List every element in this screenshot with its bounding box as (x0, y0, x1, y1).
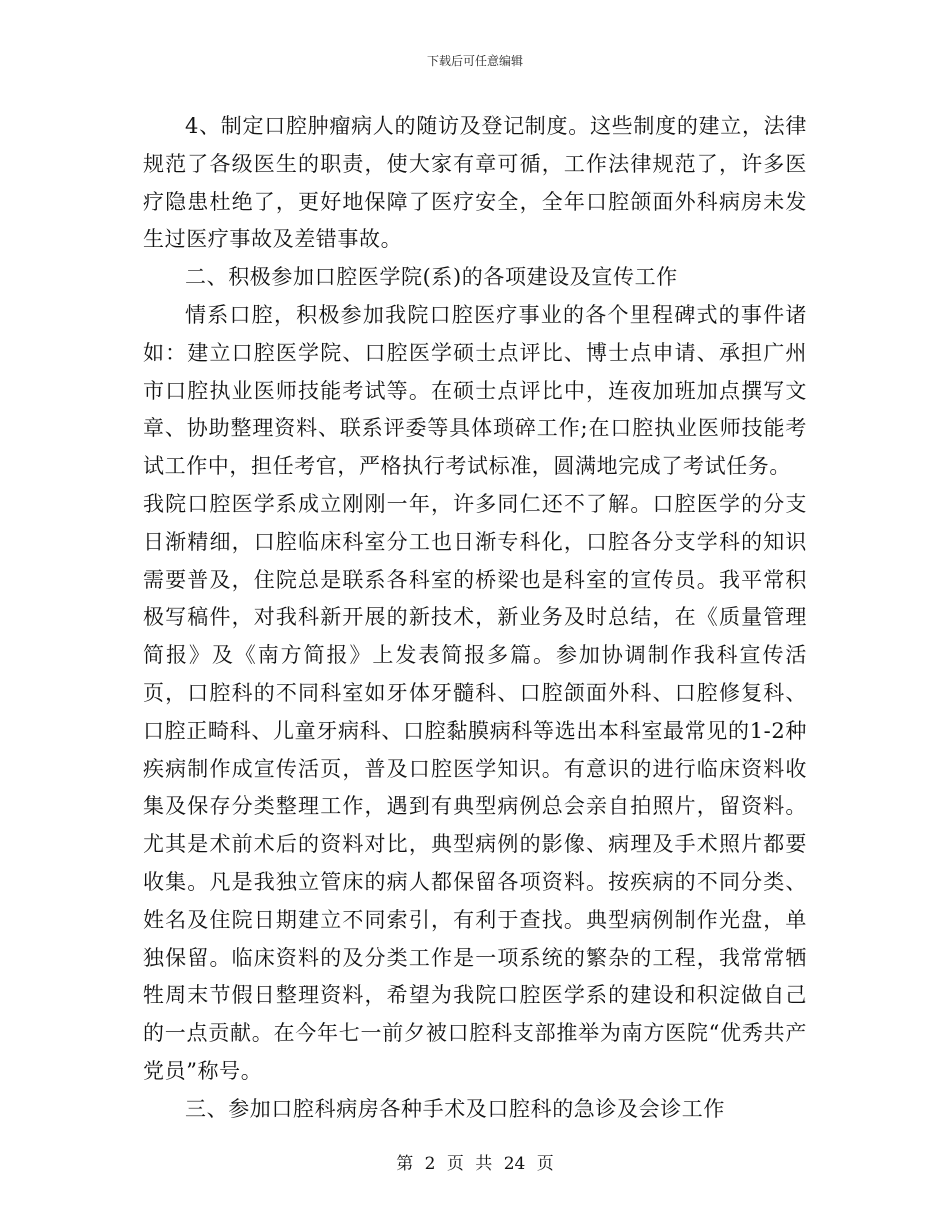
paragraph-item-4: 4、制定口腔肿瘤病人的随访及登记制度。这些制度的建立，法律规范了各级医生的职责，使大家有章可循，工作法律规范了，许多医疗隐患杜绝了，更好地保障了医疗安全，全年口腔颌面外科病房未发生过医疗事故及差错事故。 (143, 114, 807, 252)
document-body (143, 108, 807, 1129)
section-heading-2: 二、积极参加口腔医学院(系)的各项建设及宣传工作 (185, 265, 678, 290)
paragraph-dental-college: 情系口腔，积极参加我院口腔医疗事业的各个里程碑式的事件诸如：建立口腔医学院、口腔医学硕士点评比、博士点申请、承担广州市口腔执业医师技能考试等。在硕士点评比中，连夜加班加点撰写文章、协助整理资料、联系评委等具体琐碎工作;在口腔执业医师技能考试工作中，担任考官，严格执行考试标准，圆满地完成了考试任务。 (143, 302, 807, 479)
page-header: 下载后可任意编辑 (426, 54, 523, 68)
paragraph-dental-department: 我院口腔医学系成立刚刚一年，许多同仁还不了解。口腔医学的分支日渐精细，口腔临床科室分工也日渐专科化，口腔各分支学科的知识需要普及，住院总是联系各科室的桥梁也是科室的宣传员。我平常积极写稿件，对我科新开展的新技术，新业务及时总结，在《质量管理简报》及《南方简报》上发表简报多篇。参加协调制作我科宣传活页，口腔科的不同科室如牙体牙髓科、口腔颌面外科、口腔修复科、口腔正畸科、儿童牙病科、口腔黏膜病科等选出本科室最常见的1-2种疾病制作成宣传活页，普及口腔医学知识。有意识的进行临床资料收集及保存分类整理工作，遇到有典型病例总会亲自拍照片，留资料。尤其是术前术后的资料对比，典型病例的影像、病理及手术照片都要收集。凡是我独立管床的病人都保留各项资料。按疾病的不同分类、姓名及住院日期建立不同索引，有利于查找。典型病例制作光盘，单独保留。临床资料的及分类工作是一项系统的繁杂的工程，我常常牺牲周末节假日整理资料，希望为我院口腔医学系的建设和积淀做自己的一点贡献。在今年七一前夕被口腔科支部推举为南方医院“优秀共产党员”称号。 (143, 491, 807, 1083)
section-heading-3: 三、参加口腔科病房各种手术及口腔科的急诊及会诊工作 (185, 1096, 725, 1121)
page-number: 第 2 页 共 24 页 (396, 1154, 554, 1174)
